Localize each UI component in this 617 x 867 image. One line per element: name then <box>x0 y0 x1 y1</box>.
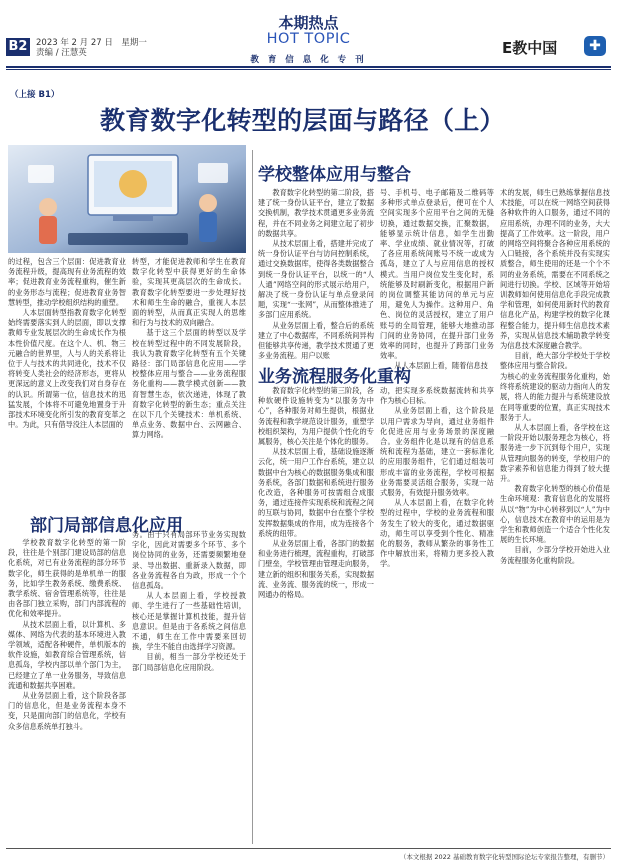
section-subtitle: HOT TOPIC <box>266 31 351 47</box>
article-headline: 教育数字化转型的层面与路径（上） <box>100 106 505 135</box>
text-column: 的过程，包含三个层面：促进教育业务流程升级，提高现有业务流程的效率；促进教育业务流程重构，催生新的业务形态与流程；促进教育业务智慧转型，推动学校组织结构的重塑。 人本层面转型指教育数字化转型始终需要落实到人的层面，即以支撑教师专业发展层次的生命成长作为根本性价值尺度。在这个人、机、物三元融合的世界里，人与人的关系将让位于人与技术的共同进化，技术不仅将转变人类社会的经济形态，更将从更深远的意义上改变我们对自身存在的认识。所谓第一位，信息技术的迅猛发展，个体将不可避免地置身于升部技术环境变化所引发的教育变革之中。为此，只有借导没注人本层面的 <box>8 257 126 430</box>
text-column: 转型，才能促进教师和学生在教育数字化转型中获得更好的生命体验，实现其更高层次的生命成长。教育数字化转型要进一步处理好技术和师生生命的融合，重视人本层面的转型，从而真正实现人的思维和行为与技术的双向融合。 基于这三个层面的转型以及学校在转型过程中的不同发展阶段，我认为教育数字化转型有五个关键路径：部门局部信息化应用——学校整体应用与整合——业务流程服务化重构——教学模式创新——教育智慧生态，依次递进，体现了教育数字化转型的新生态；重点关注在以下几个关键技术：单机系统、单点业务、数据中台、云网融合、算力网络。 <box>132 257 246 440</box>
article-kicker: （上接 B1） <box>10 90 60 100</box>
text-column: 动，把实现多系统数据流转和共享作为核心目标。 从业务层面上看，这个阶段是以用户需求为导向，通过业务组件化促进应用与业务场景的深度融合。业务组件化是以现有的信息系统和流程为基础，建立一套标准化的应用服务组件，它们通过组装可形成丰富的业务流程，学校可根据业务需要灵活组合服务，实现一站式服务，有效提升服务效率。 从人本层面上看，在数字化转型的过程中，学校的业务流程和服务发生了较大的变化，通过数据驱动，师生可以享受到个性化、精准化的服务，教师从繁杂的事务性工作中解放出来，将精力更多投入教学。 <box>380 386 494 569</box>
header-divider <box>6 66 611 68</box>
brand-logo: E教中国 <box>502 39 558 57</box>
section-tagline: 教 育 信 息 化 专 刊 <box>250 55 367 65</box>
section-heading-restructure: 业务流程服务化重构 <box>258 367 411 387</box>
text-column: 教育数字化转型的第三阶段，各种软硬件设施转变为“以服务为中心”，各种服务对师生提供，根据业务流程和教学规范设计服务，重塑学校组织架构，为用户提供个性化的专属服务，核心关注是个体化的服务。 从技术层面上看，基础设施逐渐云化，统一用户工作台系统，建立以数据中台为核心的数据服务集成和服务系统，各部门数据和系统进行服务化改造，各种服务可按需组合成服务，通过连接件实现系统和流程之间的互联与协同，数据中台在整个学校发挥数据集成的作用，成为连接各个系统的纽带。 从业务层面上看，各部门的数据和业务进行梳理，流程重构，打破部门壁垒，学校管理由管理走向服务，建立新的组织和服务关系，实现数据流、业务流、服务流的统一，形成一网通办的格局。 <box>258 386 374 600</box>
text-column: 为核心的业务流程服务化重构，始终将系统建设的驱动力指向人的发展，将人的能力提升与系统建设放在同等重要的位置，真正实现技术服务于人。 从人本层面上看，各学校在这一阶段开始以服务理念为核心，将服务进一步下沉到每个用户，实现从管理向服务的转变，学校用户的数字素养和信息能力得到了较大提升。 教育数字化转型的核心价值是生命环境观：教育信息化的发展将从以“物”为中心转移到以“人”为中心，信息技术在教育中的运用是为学生和教师创造一个适合个性化发展的生长环境。 目前，少部分学校开始进入业务流程服务化重构阶段。 <box>500 372 610 565</box>
plus-square-icon: ✚ <box>584 36 606 56</box>
source-note: （本文根据 2022 基础教育数字化转型国际论坛专家报告整理，有删节） <box>399 853 609 861</box>
section-heading-local: 部门局部信息化应用 <box>30 516 183 536</box>
text-column: 务。由于只有局部环节业务实现数字化，因此对需要多个环节、多个岗位协同的业务，还需要频繁地登录、导出数据、重新录入数据，即各业务流程各自为政，形成一个个信息孤岛。 从人本层面上看，学校授教师、学生进行了一些基础性培训，核心还是掌握计算机技能，提升信息意识。但是由于各系统之间信息不通，师生在工作中需要来回切换，学生不能自由选择学习资源。 目前，相当一部分学校还处于部门局部信息化应用阶段。 <box>132 530 246 672</box>
text-column: 教育数字化转型的第二阶段，搭建了统一身份认证平台，建立了数据交换机制，教学技术贯通更多业务流程，并在不同业务之间建立起了初步的数据共享。 从技术层面上看，搭建并完成了统一身份认证平台与访问控制系统，通过交换数据库，使得各类数据整合到统一身份认证平台，以统一的“人人通”网络空间的形式展示给用户，解决了统一身份认证与单点登录问题，实现“一张网”，从而整体推进了多部门应用系统。 从业务层面上看，整合后的系统建立了中心数据库，不同系统间异构但能够共享传递，教学技术贯通了更多业务流程。用户以账 <box>258 188 374 361</box>
section-heading-integration: 学校整体应用与整合 <box>258 165 411 185</box>
page-number: B2 <box>6 38 30 56</box>
text-column: 号、手机号、电子邮箱及二维码等多种形式单点登录后，便可在个人空间实现多个应用平台之间的无缝切换，通过数据交换，汇聚数据，能够显示统计信息，如学生出勤率、学业成绩、就业情况等，打破了各应用系统间账号不统一或成为孤岛，建立了人与应用信息的授权模式。当用户岗位发生变化时，系统能够及时刷新变化，根据用户新的岗位调整其能访问的单元与应用，避免人为操作。这种用户、角色、岗位的灵活授权，建立了用户账号的全局管理，能够大地推动部门间的业务协同，在提升部门业务效率的同时，也提升了跨部门业务效率。 从人本层面上看，随着信息技 <box>380 188 494 371</box>
text-column: 术的发展，师生已熟练掌握信息技术技能，可以在统一网络空间获得各种软件的入口服务，通过不同的应用系统，办理不同的业务，大大提高了工作效率。这一阶段，用户的网络空间将聚合各种应用系统的入口链接，各个系统并没有实现实质整合，师生使用的还是一个个不同的业务系统，需要在不同系统之间进行切换。学校、区域等开始培训教师如何使用信息化手段完成教学和管理，如何使用新时代的教育信息化产品，构建学校的数字化课程整合能力，提升师生信息技术素养，实现从信息技术辅助教学转变为信息技术深度融合教学。 目前，绝大部分学校处于学校整体应用与整合阶段。 <box>500 188 610 371</box>
text-column: 学校教育数字化转型的第一阶段，往往是个别部门建设局部的信息化系统，对已有业务流程的部分环节数字化，师生获得的是单机单一的服务，比如学生教务系统、缴费系统、教学系统、宿舍管理系统等，往往是由各部门独立采购，部门内部流程的优化和效率提升。 从技术层面上看，以计算机、多媒体、网络为代表的基本环境进入教学领域，适配各种硬件，单机版本的软件设施，如教育综合管理系统，信息孤岛，学校内部以单个部门为主，已经建立了单一业务服务，导致信息流通和数据共享困难。 从业务层面上看，这个阶段各部门的信息化，但是业务流程本身不变，只是面向部门的信息化，学校有众多信息系统单打独斗。 <box>8 538 126 731</box>
section-title: 本期热点 <box>278 14 339 32</box>
header-divider-thin <box>6 69 611 70</box>
column-divider <box>252 150 253 844</box>
article-illustration <box>8 145 246 253</box>
issue-date: 2023 年 2 月 27 日 星期一 <box>36 38 147 48</box>
editor-credit: 责编 / 汪慧英 <box>36 48 87 58</box>
footer-divider <box>6 848 611 849</box>
